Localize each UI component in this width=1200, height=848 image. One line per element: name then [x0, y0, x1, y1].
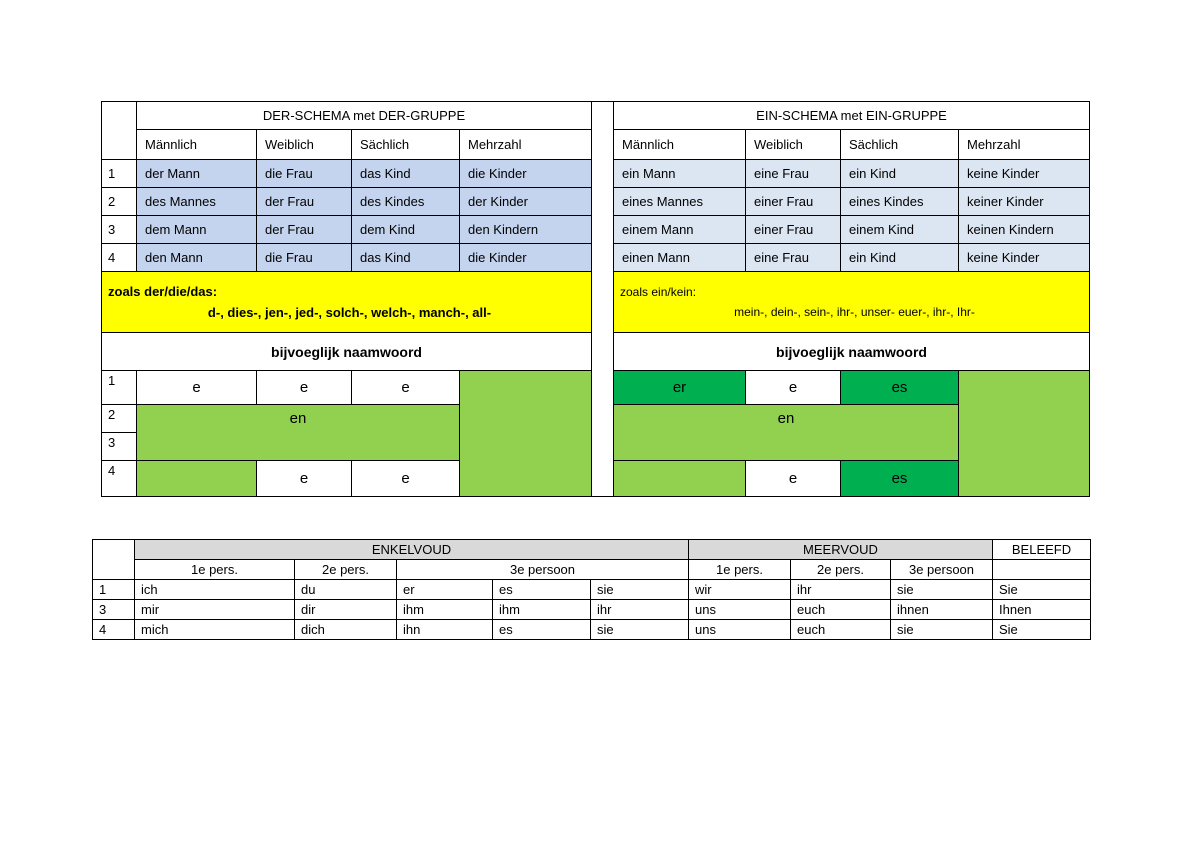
- adj-case-number: 2: [102, 405, 137, 433]
- case-number: 4: [102, 244, 137, 272]
- person-header: 3e persoon: [891, 560, 993, 580]
- der-ending: e: [352, 371, 460, 405]
- der-adj-title: bijvoeglijk naamwoord: [102, 333, 592, 371]
- ein-cell: eines Kindes: [841, 188, 959, 216]
- der-cell: die Frau: [257, 244, 352, 272]
- ein-cell: eines Mannes: [614, 188, 746, 216]
- ein-cell: eine Frau: [746, 244, 841, 272]
- pronoun-cell: ich: [135, 580, 295, 600]
- ein-ending: er: [614, 371, 746, 405]
- der-title: DER-SCHEMA met DER-GRUPPE: [137, 102, 592, 130]
- pronoun-cell: ihr: [591, 600, 689, 620]
- ein-cell: einer Frau: [746, 216, 841, 244]
- corner-cell: [93, 540, 135, 580]
- person-header: 3e persoon: [397, 560, 689, 580]
- adj-case-number: 4: [102, 461, 137, 497]
- pronoun-cell: ihm: [493, 600, 591, 620]
- ein-ending: es: [841, 461, 959, 497]
- der-cell: der Mann: [137, 160, 257, 188]
- der-cell: das Kind: [352, 160, 460, 188]
- ein-title: EIN-SCHEMA met EIN-GRUPPE: [614, 102, 1090, 130]
- ein-cell: einem Kind: [841, 216, 959, 244]
- ein-cell: einer Frau: [746, 188, 841, 216]
- case-number: 3: [93, 600, 135, 620]
- der-ending-en: [137, 405, 460, 461]
- pronoun-cell: dich: [295, 620, 397, 640]
- ein-zoals-title: zoals ein/kein:: [620, 285, 697, 299]
- der-gender-header: Sächlich: [352, 130, 460, 160]
- der-gender-header: Mehrzahl: [460, 130, 592, 160]
- der-cell: das Kind: [352, 244, 460, 272]
- ein-ending: e: [746, 371, 841, 405]
- ein-zoals-list: mein-, dein-, sein-, ihr-, unser- euer-, ihr-, Ihr-: [734, 305, 975, 319]
- der-cell: die Kinder: [460, 160, 592, 188]
- ein-cell: keine Kinder: [959, 160, 1090, 188]
- pronoun-cell: mir: [135, 600, 295, 620]
- ein-plural-green: [959, 371, 1090, 497]
- ein-cell: einem Mann: [614, 216, 746, 244]
- meervoud-header: MEERVOUD: [689, 540, 993, 560]
- ein-cell: einen Mann: [614, 244, 746, 272]
- ein-cell: keinen Kindern: [959, 216, 1090, 244]
- ein-ending-en: [614, 405, 959, 461]
- pronoun-cell: euch: [791, 600, 891, 620]
- pronoun-cell: ihnen: [891, 600, 993, 620]
- person-header: 2e pers.: [295, 560, 397, 580]
- case-number: 2: [102, 188, 137, 216]
- der-ending: e: [137, 371, 257, 405]
- pronoun-table: [92, 539, 1091, 640]
- pronoun-cell: Sie: [993, 620, 1091, 640]
- ein-green-fill: [614, 461, 746, 497]
- enkelvoud-header: ENKELVOUD: [135, 540, 689, 560]
- ein-ending: e: [746, 461, 841, 497]
- corner-cell: [102, 102, 137, 160]
- ein-cell: eine Frau: [746, 160, 841, 188]
- pronoun-cell: es: [493, 580, 591, 600]
- pronoun-cell: ihm: [397, 600, 493, 620]
- ein-gender-header: Weiblich: [746, 130, 841, 160]
- declension-table: [101, 101, 1090, 497]
- pronoun-cell: es: [493, 620, 591, 640]
- adj-case-number: 3: [102, 433, 137, 461]
- ein-gender-header: Männlich: [614, 130, 746, 160]
- pronoun-cell: sie: [891, 580, 993, 600]
- der-ending: e: [257, 371, 352, 405]
- der-cell: den Kindern: [460, 216, 592, 244]
- ein-zoals-box: [614, 272, 1090, 333]
- der-cell: die Kinder: [460, 244, 592, 272]
- der-zoals-box: [102, 272, 592, 333]
- pronoun-cell: Ihnen: [993, 600, 1091, 620]
- der-zoals-title: zoals der/die/das:: [108, 284, 218, 299]
- pronoun-cell: sie: [891, 620, 993, 640]
- der-ending: e: [257, 461, 352, 497]
- ein-cell: keiner Kinder: [959, 188, 1090, 216]
- der-cell: der Kinder: [460, 188, 592, 216]
- beleefd-header: BELEEFD: [993, 540, 1091, 560]
- case-number: 3: [102, 216, 137, 244]
- der-cell: der Frau: [257, 188, 352, 216]
- der-green-fill: [137, 461, 257, 497]
- empty-cell: [993, 560, 1091, 580]
- separator-column: [592, 102, 614, 497]
- person-header: 2e pers.: [791, 560, 891, 580]
- pronoun-cell: uns: [689, 600, 791, 620]
- pronoun-cell: uns: [689, 620, 791, 640]
- case-number: 1: [93, 580, 135, 600]
- pronoun-cell: wir: [689, 580, 791, 600]
- der-gender-header: Weiblich: [257, 130, 352, 160]
- pronoun-cell: dir: [295, 600, 397, 620]
- ein-ending: es: [841, 371, 959, 405]
- pronoun-cell: du: [295, 580, 397, 600]
- der-plural-green: [460, 371, 592, 497]
- pronoun-cell: euch: [791, 620, 891, 640]
- der-zoals-list: d-, dies-, jen-, jed-, solch-, welch-, manch-, all-: [207, 305, 492, 320]
- der-cell: der Frau: [257, 216, 352, 244]
- der-cell: den Mann: [137, 244, 257, 272]
- der-cell: dem Kind: [352, 216, 460, 244]
- pronoun-cell: sie: [591, 580, 689, 600]
- pronoun-cell: Sie: [993, 580, 1091, 600]
- person-header: 1e pers.: [689, 560, 791, 580]
- case-number: 1: [102, 160, 137, 188]
- ein-adj-title: bijvoeglijk naamwoord: [614, 333, 1090, 371]
- ein-cell: keine Kinder: [959, 244, 1090, 272]
- ein-cell: ein Mann: [614, 160, 746, 188]
- der-gender-header: Männlich: [137, 130, 257, 160]
- der-cell: die Frau: [257, 160, 352, 188]
- ein-cell: ein Kind: [841, 244, 959, 272]
- person-header: 1e pers.: [135, 560, 295, 580]
- der-cell: dem Mann: [137, 216, 257, 244]
- der-cell: des Kindes: [352, 188, 460, 216]
- pronoun-cell: ihr: [791, 580, 891, 600]
- pronoun-cell: ihn: [397, 620, 493, 640]
- pronoun-cell: sie: [591, 620, 689, 640]
- pronoun-cell: er: [397, 580, 493, 600]
- ein-ending-en-text: en: [777, 410, 795, 427]
- ein-gender-header: Sächlich: [841, 130, 959, 160]
- ein-cell: ein Kind: [841, 160, 959, 188]
- adj-case-number: 1: [102, 371, 137, 405]
- der-ending: e: [352, 461, 460, 497]
- der-cell: des Mannes: [137, 188, 257, 216]
- case-number: 4: [93, 620, 135, 640]
- pronoun-cell: mich: [135, 620, 295, 640]
- ein-gender-header: Mehrzahl: [959, 130, 1090, 160]
- der-ending-en-text: en: [289, 410, 307, 427]
